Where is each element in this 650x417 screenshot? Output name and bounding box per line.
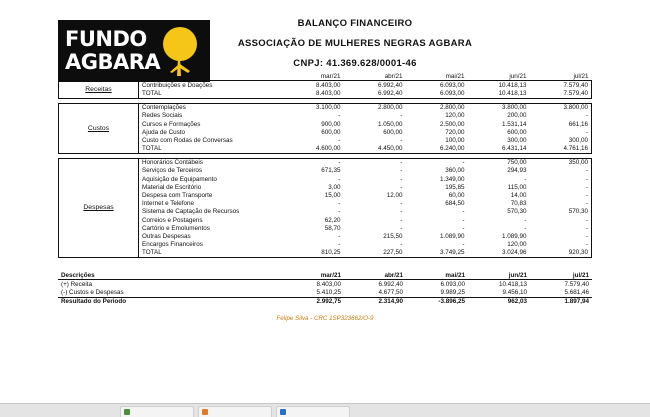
row-value: 4.450,00 [344, 145, 406, 154]
column-header: mar/21 [282, 72, 344, 81]
row-value: - [530, 200, 592, 208]
table-row [59, 112, 592, 120]
row-value: 570,30 [530, 208, 592, 216]
row-value: 195,85 [445, 183, 465, 191]
row-value: 600,00 [507, 128, 527, 136]
row-value: - [400, 136, 403, 144]
row-value: 1.531,14 [501, 120, 527, 128]
taskbar[interactable] [0, 403, 650, 417]
row-value: - [406, 158, 468, 167]
row-value: 10.418,13 [468, 81, 530, 90]
row-value: 120,00 [507, 241, 527, 249]
row-value: 300,00 [530, 136, 592, 144]
row-value: - [400, 224, 403, 232]
row-value: - [530, 128, 592, 136]
table-row [59, 120, 592, 128]
row-value: - [400, 241, 403, 249]
row-value: 684,50 [445, 200, 465, 208]
row-value: - [462, 224, 465, 232]
column-header: mai/21 [406, 72, 468, 81]
row-value: 6.240,00 [406, 145, 468, 154]
row-value: 6.093,00 [440, 280, 465, 288]
row-value: 70,83 [510, 200, 527, 208]
row-value: - [530, 216, 592, 224]
app-icon [124, 409, 130, 415]
column-header: jul/21 [530, 271, 592, 280]
row-value: 1.897,94 [530, 297, 592, 306]
row-description: Internet e Telefone [142, 200, 195, 208]
row-value: 2.800,00 [344, 103, 406, 112]
row-description: TOTAL [139, 145, 282, 154]
row-value: - [400, 208, 403, 216]
row-description: Sistema de Captação de Recursos [142, 208, 240, 216]
row-value: 1.349,00 [439, 175, 465, 183]
row-value: 62,20 [324, 216, 341, 224]
logo-line-2: AGBARA [65, 50, 161, 74]
summary-result-row [58, 297, 592, 306]
row-value: 60,00 [448, 192, 465, 200]
row-description: Cartório e Emolumentos [142, 224, 210, 232]
signature-line: Felipe Silva - CRC 1SP323662/O-9 [276, 314, 374, 322]
row-value: 7.579,40 [530, 89, 592, 98]
logo [58, 20, 210, 82]
row-value: 1.089,90 [439, 232, 465, 240]
row-value: 3.100,00 [282, 103, 344, 112]
summary-row [58, 288, 592, 297]
row-value: 7.579,40 [530, 81, 592, 90]
row-value: - [338, 175, 341, 183]
row-value: 10.418,13 [498, 280, 527, 288]
table-row [59, 200, 592, 208]
row-description: Contribuições e Doações [139, 81, 282, 90]
row-value: 5.410,25 [316, 288, 341, 296]
row-description: TOTAL [139, 249, 282, 258]
row-value: - [524, 224, 527, 232]
row-value: - [462, 208, 465, 216]
row-description: Contemplações [139, 103, 282, 112]
table-row [59, 136, 592, 144]
row-value: - [530, 224, 592, 232]
row-value: - [530, 167, 592, 175]
row-value: 3.024,96 [468, 249, 530, 258]
row-value: - [344, 158, 406, 167]
table-row [59, 191, 592, 199]
taskbar-item[interactable] [276, 406, 350, 417]
row-value: - [462, 241, 465, 249]
table-row [59, 158, 592, 167]
row-description: Resultado do Periodo [58, 297, 282, 306]
row-value: 9.456,10 [502, 288, 527, 296]
app-icon [202, 409, 208, 415]
logo-line-1: FUNDO [65, 27, 147, 51]
row-description: Aquisição de Equipamento [142, 175, 217, 183]
column-header: jun/21 [468, 72, 530, 81]
row-value: 15,00 [324, 192, 341, 200]
row-value: 3.800,00 [468, 103, 530, 112]
row-description: Serviços de Terceiros [142, 167, 203, 175]
row-description: Cursos e Formações [142, 120, 201, 128]
row-value: 4.761,16 [530, 145, 592, 154]
table-row [59, 232, 592, 240]
financial-table [58, 72, 592, 258]
column-header: jul/21 [530, 72, 592, 81]
row-value: 8.403,00 [282, 81, 344, 90]
table-row [59, 167, 592, 175]
row-value: - [338, 200, 341, 208]
page-title: BALANÇO FINANCEIRO [297, 18, 413, 29]
row-value: 600,00 [321, 128, 341, 136]
row-value: - [338, 241, 341, 249]
row-value: 3.800,00 [530, 103, 592, 112]
taskbar-item[interactable] [120, 406, 194, 417]
row-value: 1.089,90 [501, 232, 527, 240]
taskbar-item[interactable] [198, 406, 272, 417]
row-group-label: Despesas [59, 158, 139, 257]
row-value: 2.314,90 [344, 297, 406, 306]
row-value: 215,50 [383, 232, 403, 240]
row-value: 300,00 [507, 136, 527, 144]
row-value: 4.677,50 [378, 288, 403, 296]
row-value: 6.431,14 [468, 145, 530, 154]
row-value: - [530, 232, 592, 240]
row-value: 6.093,00 [406, 89, 468, 98]
row-value: 5.681,46 [564, 288, 589, 296]
row-value: - [400, 216, 403, 224]
row-value: 360,00 [445, 167, 465, 175]
logo-text [58, 28, 160, 74]
row-value: 100,00 [445, 136, 465, 144]
row-value: - [400, 200, 403, 208]
row-value: - [338, 208, 341, 216]
row-value: 115,00 [507, 183, 527, 191]
table-row [59, 224, 592, 232]
row-description: Outras Despesas [142, 232, 191, 240]
row-value: 120,00 [445, 112, 465, 120]
row-description: Material de Escritório [142, 183, 202, 191]
row-description: Custo com Rodas de Conversas [142, 136, 233, 144]
row-description: Correios e Postagens [142, 216, 203, 224]
org-name: ASSOCIAÇÃO DE MULHERES NEGRAS AGBARA [237, 38, 473, 49]
row-value: - [400, 175, 403, 183]
column-header: abr/21 [344, 72, 406, 81]
row-value: 3,00 [328, 183, 341, 191]
cnpj-line: CNPJ: 41.369.628/0001-46 [293, 58, 417, 69]
row-value: 350,00 [530, 158, 592, 167]
row-value: 14,00 [510, 192, 527, 200]
row-description: Ajuda de Custo [142, 128, 186, 136]
row-value: 570,30 [507, 208, 527, 216]
row-description: Redes Sociais [142, 112, 183, 120]
column-header: abr/21 [344, 271, 406, 280]
row-value: - [530, 241, 592, 249]
row-value: 1.050,00 [377, 120, 403, 128]
column-header: Descrições [58, 271, 282, 280]
row-value: 200,00 [507, 112, 527, 120]
table-row [59, 128, 592, 136]
row-value: 227,50 [344, 249, 406, 258]
column-header: jun/21 [468, 271, 530, 280]
row-value: 900,00 [321, 120, 341, 128]
row-value: 4.600,00 [282, 145, 344, 154]
column-header: mai/21 [406, 271, 468, 280]
row-value: - [524, 175, 527, 183]
row-value: - [282, 158, 344, 167]
row-value: - [530, 112, 592, 120]
row-value: 720,00 [445, 128, 465, 136]
app-icon [280, 409, 286, 415]
row-value: 962,03 [468, 297, 530, 306]
row-value: 294,93 [507, 167, 527, 175]
row-value: 671,35 [321, 167, 341, 175]
row-description: TOTAL [139, 89, 282, 98]
row-description: (-) Custos e Despesas [61, 288, 124, 296]
row-value: 6.093,00 [406, 81, 468, 90]
row-value: 9.989,25 [440, 288, 465, 296]
row-value: 810,25 [282, 249, 344, 258]
row-value: 750,00 [468, 158, 530, 167]
table-total-row [59, 89, 592, 98]
row-value: 3.749,25 [406, 249, 468, 258]
tree-icon [150, 24, 204, 80]
summary-row [58, 280, 592, 289]
row-value: - [524, 216, 527, 224]
table-row [59, 175, 592, 183]
row-description: Despesa com Transporte [142, 192, 213, 200]
row-value: 8.403,00 [316, 280, 341, 288]
row-value: - [338, 112, 341, 120]
row-value: 920,30 [530, 249, 592, 258]
row-value: - [338, 232, 341, 240]
table-row [59, 183, 592, 191]
row-value: - [530, 175, 592, 183]
column-header: mar/21 [282, 271, 344, 280]
row-value: - [530, 183, 592, 191]
table-total-row [59, 249, 592, 258]
table-row [59, 241, 592, 249]
row-description: (+) Receita [61, 280, 92, 288]
row-value: 2.500,00 [439, 120, 465, 128]
summary-header-row [58, 271, 592, 280]
row-value: 2.800,00 [406, 103, 468, 112]
row-value: 6.992,40 [344, 89, 406, 98]
table-row [59, 103, 592, 112]
row-value: - [530, 191, 592, 199]
row-group-label: Custos [59, 103, 139, 153]
row-value: 8.403,00 [282, 89, 344, 98]
table-total-row [59, 145, 592, 154]
row-value: 10.418,13 [468, 89, 530, 98]
table-row [59, 208, 592, 216]
row-group-label: Receitas [59, 81, 139, 98]
row-description: Honorários Contábeis [139, 158, 282, 167]
row-value: 600,00 [383, 128, 403, 136]
row-value: - [462, 216, 465, 224]
row-value: 2.992,75 [282, 297, 344, 306]
row-value: 58,70 [324, 224, 341, 232]
row-value: 12,00 [386, 192, 403, 200]
row-description: Encargos Financeiros [142, 241, 203, 249]
row-value: - [400, 112, 403, 120]
row-value: -3.896,25 [406, 297, 468, 306]
summary-table [58, 271, 592, 306]
row-value: - [338, 136, 341, 144]
row-value: 7.579,40 [564, 280, 589, 288]
table-row [59, 216, 592, 224]
row-value: 6.992,40 [378, 280, 403, 288]
document-header [0, 0, 650, 72]
row-value: - [400, 167, 403, 175]
row-value: 6.992,40 [344, 81, 406, 90]
row-value: 661,16 [530, 120, 592, 128]
row-value: - [400, 183, 403, 191]
